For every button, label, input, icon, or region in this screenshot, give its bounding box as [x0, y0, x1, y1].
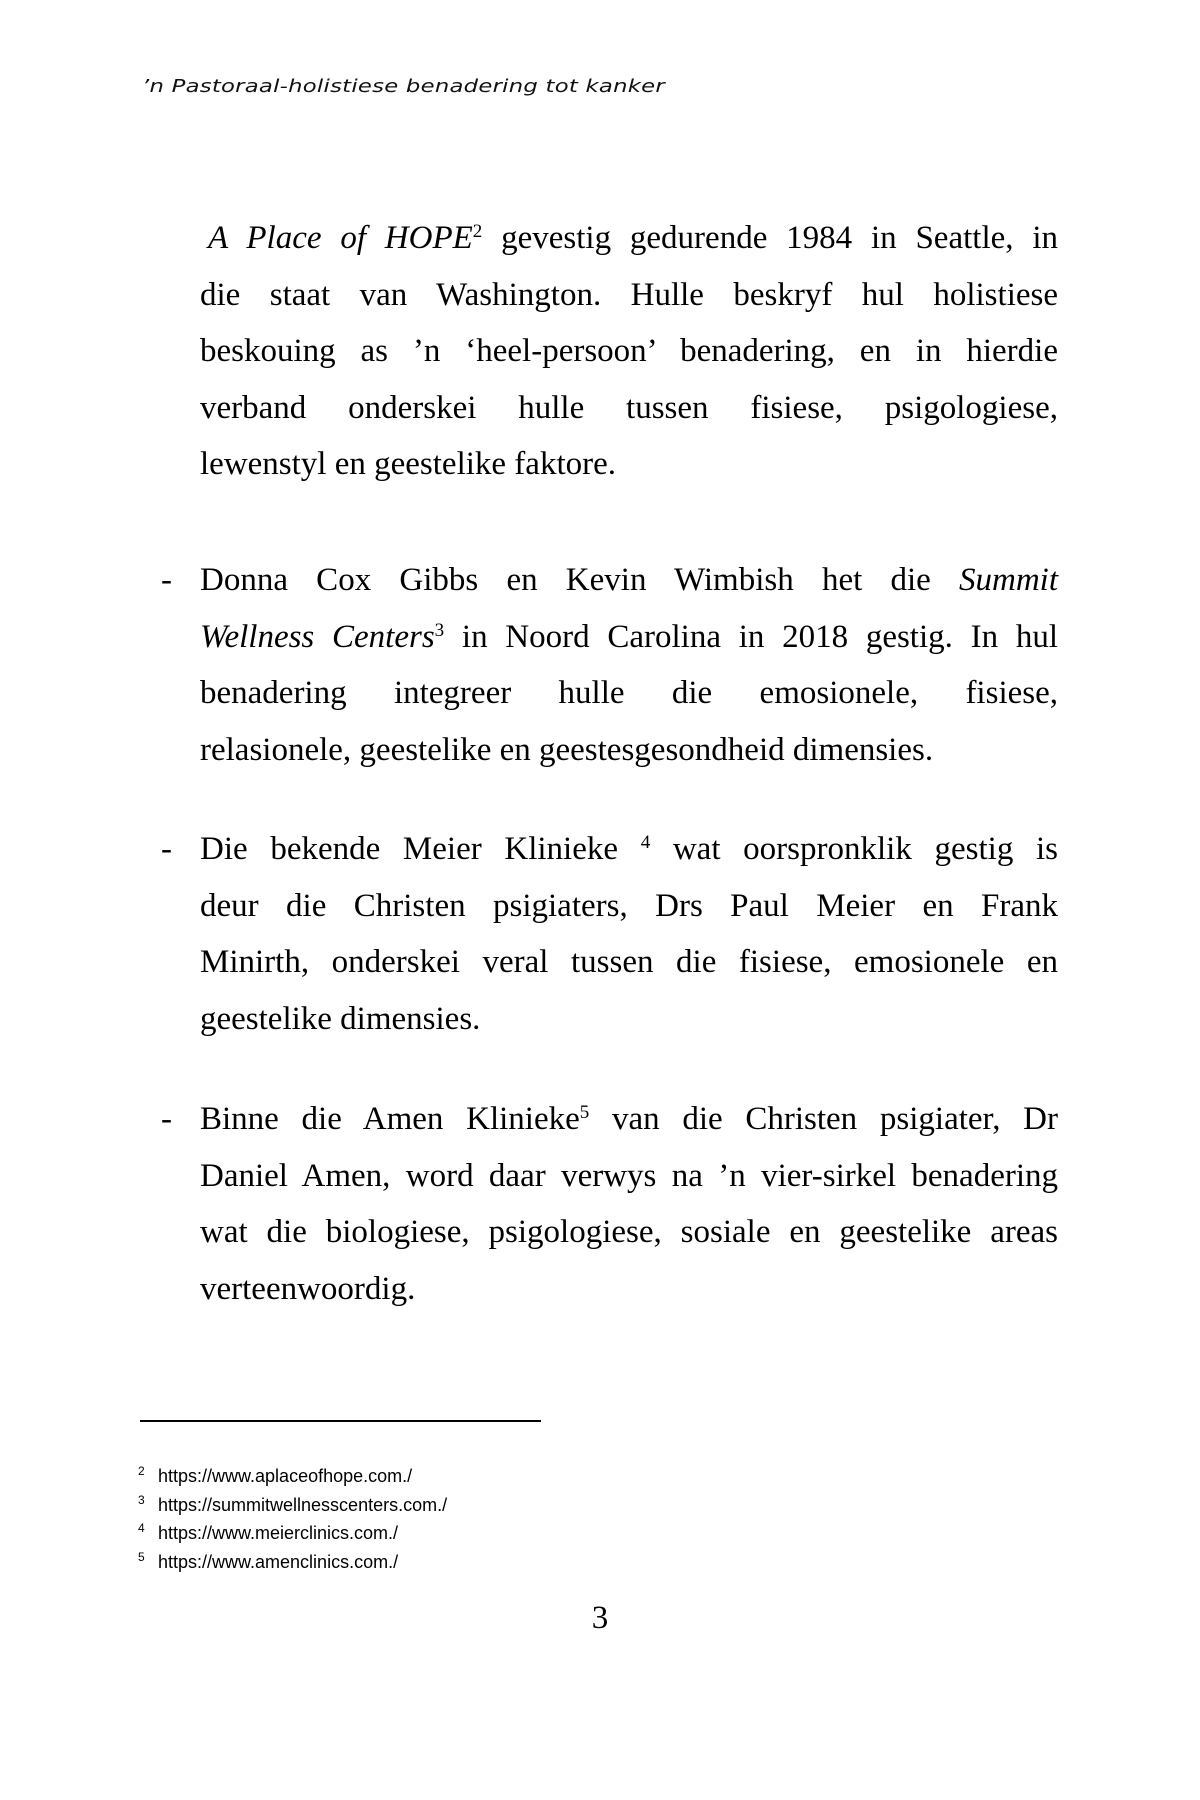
footnote-link[interactable]: https://www.amenclinics.com./	[158, 1551, 399, 1572]
text-line	[200, 730, 1058, 770]
text-run: die staat van Washington. Hulle beskryf hul holistiese	[200, 276, 1058, 313]
footnote-separator	[140, 1420, 541, 1422]
footnote-link[interactable]: https://www.aplaceofhope.com./	[158, 1466, 413, 1486]
text-line	[200, 560, 1058, 600]
bullet-dash: -	[161, 831, 172, 867]
page-number: 3	[591, 1600, 609, 1636]
text-run: wat oorspronklik gestig is	[650, 831, 1058, 867]
text-run: Binne die Amen Klinieke	[200, 1101, 580, 1137]
italic-text: Summit	[959, 562, 1058, 598]
italic-text: Wellness Centers	[200, 618, 435, 655]
footnote-number: 5	[138, 1549, 145, 1564]
text-line	[200, 1156, 1058, 1196]
footnote-number: 3	[138, 1492, 145, 1507]
text-run: relasionele, geestelike en geestesgesondheid dimensies.	[200, 731, 934, 768]
text-run: verteenwoordig.	[200, 1270, 416, 1307]
text-line	[208, 218, 1058, 258]
text-line	[200, 1099, 1058, 1139]
footnote-number: 4	[138, 1521, 145, 1536]
footnote-reference[interactable]: 3	[434, 619, 445, 641]
footnote-reference[interactable]: 5	[579, 1102, 590, 1123]
text-run: Daniel Amen, word daar verwys na ’n vier-sirkel benadering	[200, 1157, 1058, 1194]
text-run: wat die biologiese, psigologiese, sosiale en geestelike areas	[200, 1214, 1058, 1251]
text-line	[200, 1212, 1058, 1252]
running-header-text: ’n Pastoraal-holistiese benadering tot kanker	[142, 76, 665, 97]
text-line	[200, 444, 1058, 484]
footnote-number: 2	[138, 1464, 145, 1478]
text-line	[200, 886, 1058, 926]
text-line	[200, 275, 1058, 315]
footnote-reference[interactable]: 4	[640, 832, 651, 853]
text-run: van die Christen psigiater, Dr	[589, 1101, 1058, 1137]
text-line	[200, 388, 1058, 428]
text-run: lewenstyl en geestelike faktore.	[200, 446, 616, 483]
text-line	[200, 999, 1058, 1039]
text-run: deur die Christen psigiaters, Drs Paul Meier en Frank	[200, 887, 1058, 924]
text-line	[200, 1269, 1058, 1309]
footnote	[138, 1548, 738, 1577]
text-run: Die bekende Meier Klinieke	[200, 831, 641, 867]
text-run: gevestig gedurende 1984 in Seattle, in	[482, 220, 1058, 256]
text-run: in Noord Carolina in 2018 gestig. In hul	[444, 618, 1058, 655]
running-header	[142, 74, 665, 100]
footnote-reference[interactable]: 2	[472, 221, 483, 242]
text-run: beskouing as ’n ‘heel-persoon’ benadering, en in hierdie	[200, 333, 1058, 370]
text-run: geestelike dimensies.	[200, 1000, 481, 1037]
text-line	[200, 673, 1058, 713]
text-run: Minirth, onderskei veral tussen die fisiese, emosionele en	[200, 944, 1058, 981]
footnote-link[interactable]: https://www.meierclinics.com./	[158, 1523, 399, 1544]
text-run: verband onderskei hulle tussen fisiese, psigologiese,	[200, 389, 1058, 426]
bullet-dash: -	[161, 562, 172, 598]
text-run: Donna Cox Gibbs en Kevin Wimbish het die	[200, 562, 959, 598]
footnotes	[138, 1462, 738, 1576]
text-line	[200, 617, 1058, 657]
footnote	[138, 1462, 738, 1491]
footnote	[138, 1519, 738, 1548]
text-line	[200, 331, 1058, 371]
italic-text: A Place of HOPE	[208, 220, 473, 256]
text-line	[200, 829, 1058, 869]
bullet-dash: -	[161, 1101, 172, 1137]
footnote	[138, 1491, 738, 1520]
text-line	[200, 942, 1058, 982]
footnote-link[interactable]: https://summitwellnesscenters.com./	[158, 1494, 448, 1515]
text-run: benadering integreer hulle die emosionele, fisiese,	[200, 675, 1058, 712]
